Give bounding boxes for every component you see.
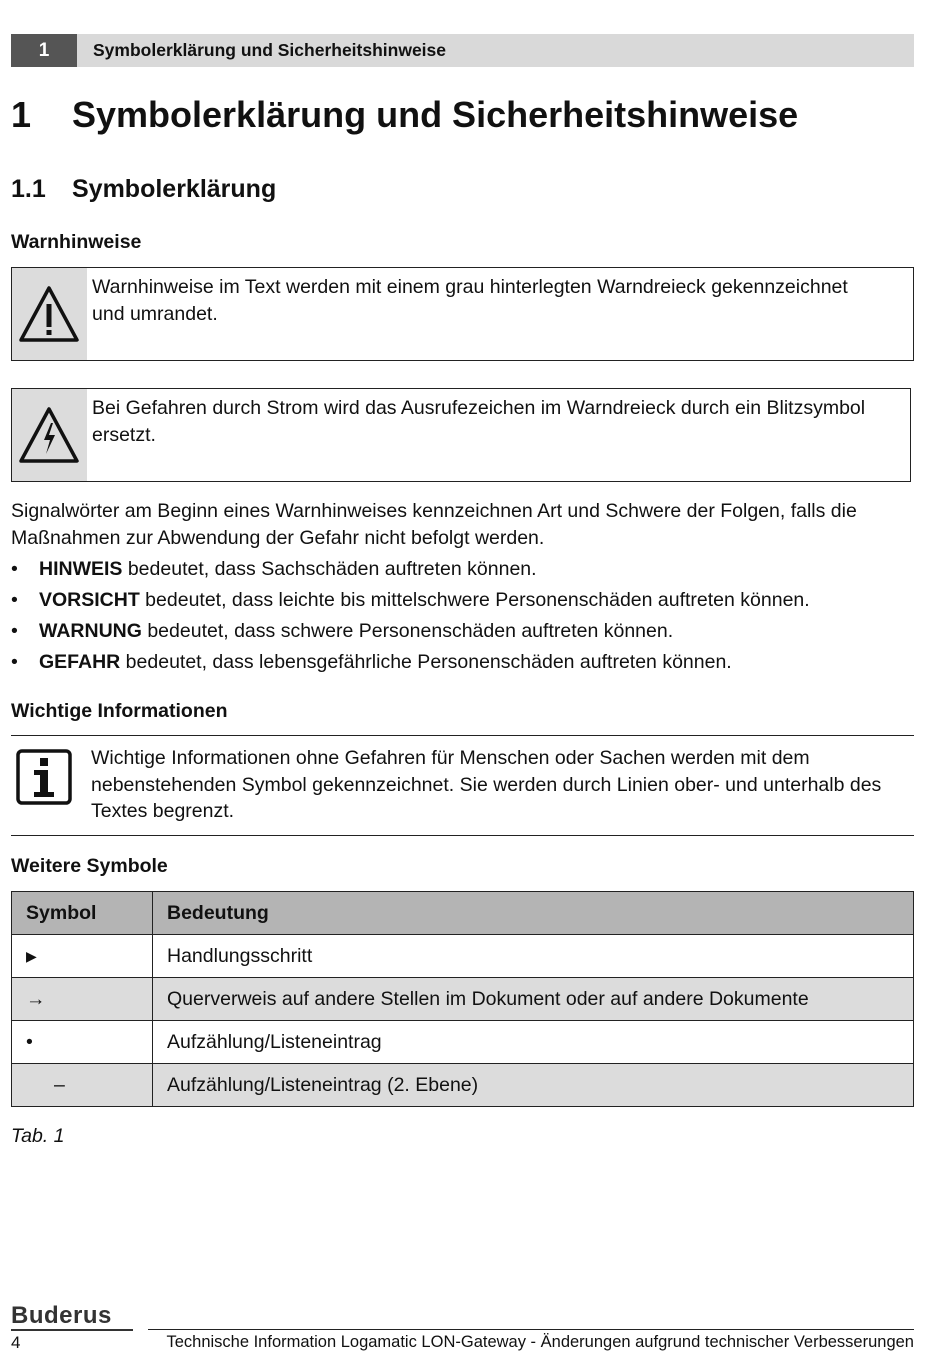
electric-hazard-icon (17, 403, 81, 467)
warning-box-electric (11, 388, 911, 482)
symbol-cell: → (12, 978, 153, 1021)
list-item (11, 649, 810, 680)
signal-word: WARNUNG (39, 620, 142, 642)
footer-rule (148, 1329, 914, 1330)
column-header-symbol: Symbol (12, 892, 153, 935)
logo-underline (11, 1329, 133, 1331)
warning-box-general (11, 267, 914, 361)
chapter-number: 1 (11, 34, 77, 67)
symbols-table (11, 891, 914, 1107)
bullet: • (11, 620, 18, 642)
list-item (11, 556, 810, 587)
info-bottom-rule (11, 835, 914, 836)
warning-text-electric: Bei Gefahren durch Strom wird das Ausrufezeichen im Warndreieck durch ein Blitzsymbol ersetzt. (92, 397, 866, 446)
signal-words-intro: Signalwörter am Beginn eines Warnhinweises kennzeichnen Art und Schwere der Folgen, falls die Maßnahmen zur Abwendung der Gefahr nicht befolgt werden. (11, 500, 857, 549)
signal-word: VORSICHT (39, 589, 140, 611)
meaning-cell: Handlungsschritt (153, 935, 914, 978)
signal-meaning: bedeutet, dass Sachschäden auftreten können. (122, 558, 537, 580)
table-header-row (12, 892, 914, 935)
bullet: • (11, 558, 18, 580)
signal-word: HINWEIS (39, 558, 123, 580)
signal-meaning: bedeutet, dass leichte bis mittelschwere Personenschäden auftreten können. (139, 589, 810, 611)
info-heading: Wichtige Informationen (11, 700, 228, 722)
h1-number: 1 (11, 94, 32, 135)
meaning-cell: Querverweis auf andere Stellen im Dokument oder auf andere Dokumente (153, 978, 914, 1021)
info-icon (16, 749, 72, 805)
table-row (12, 978, 914, 1021)
h2-number: 1.1 (11, 175, 46, 203)
symbols-heading: Weitere Symbole (11, 855, 168, 877)
bullet: • (11, 589, 18, 611)
signal-meaning: bedeutet, dass lebensgefährliche Personenschäden auftreten können. (120, 651, 732, 673)
symbol-cell: • (12, 1021, 153, 1064)
symbol-cell: ▶ (12, 935, 153, 978)
bullet: • (11, 651, 18, 673)
table-row (12, 935, 914, 978)
info-text: Wichtige Informationen ohne Gefahren für Menschen oder Sachen werden mit dem nebenstehenden Symbol gekennzeichnet. Sie werden durch Linien ober- und unterhalb des Textes begrenzt. (91, 747, 882, 822)
list-item (11, 587, 810, 618)
page-title (11, 94, 798, 136)
info-top-rule (11, 735, 914, 736)
h1-title: Symbolerklärung und Sicherheitshinweise (72, 94, 799, 135)
meaning-cell: Aufzählung/Listeneintrag (153, 1021, 914, 1064)
warnings-heading: Warnhinweise (11, 231, 142, 253)
list-item (11, 618, 810, 649)
footer-text: Technische Information Logamatic LON-Gateway - Änderungen aufgrund technischer Verbesserungen (166, 1333, 914, 1351)
signal-word: GEFAHR (39, 651, 121, 673)
column-header-meaning: Bedeutung (153, 892, 914, 935)
table-caption: Tab. 1 (11, 1125, 65, 1147)
warning-text-general: Warnhinweise im Text werden mit einem grau hinterlegten Warndreieck gekennzeichnet und umrandet. (92, 276, 848, 325)
warning-icon-cell (12, 268, 87, 360)
signal-words-list (11, 556, 810, 680)
running-header (11, 34, 914, 67)
brand-logo: Buderus (11, 1302, 112, 1329)
table-row (12, 1064, 914, 1107)
warning-triangle-icon (17, 282, 81, 346)
h2-title: Symbolerklärung (72, 175, 277, 203)
symbol-cell: – (12, 1064, 153, 1107)
signal-meaning: bedeutet, dass schwere Personenschäden auftreten können. (141, 620, 674, 642)
section-heading (11, 175, 276, 204)
electric-icon-cell (12, 389, 87, 481)
meaning-cell: Aufzählung/Listeneintrag (2. Ebene) (153, 1064, 914, 1107)
chapter-title: Symbolerklärung und Sicherheitshinweise (93, 40, 447, 60)
table-row (12, 1021, 914, 1064)
page-number: 4 (11, 1333, 21, 1352)
